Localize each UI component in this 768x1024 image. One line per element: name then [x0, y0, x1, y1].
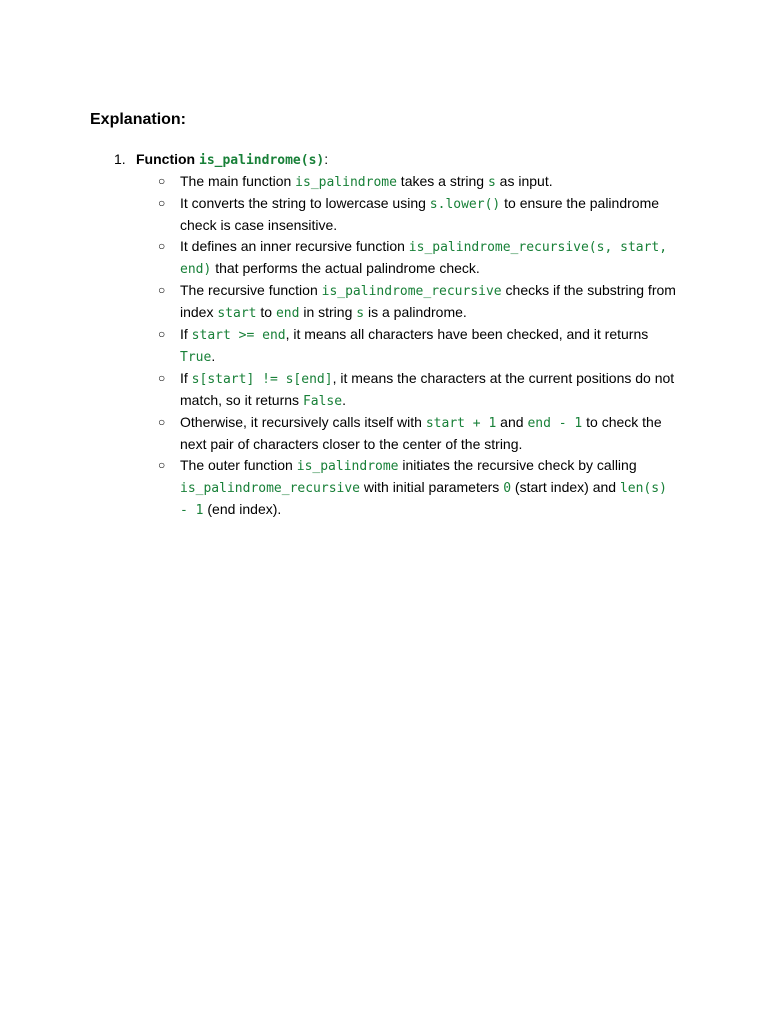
inline-code: start — [217, 306, 257, 321]
bullet-circle-icon: ○ — [158, 174, 166, 188]
inline-code: s.lower() — [429, 197, 501, 212]
bullet-circle-icon: ○ — [158, 327, 166, 341]
inline-code: s — [487, 175, 496, 190]
inline-code: start >= end — [191, 328, 286, 343]
list-item-function — [114, 149, 694, 521]
inline-code: is_palindrome_recursive — [321, 284, 502, 299]
bullet-circle-icon: ○ — [158, 458, 166, 472]
inline-code: is_palindrome_recursive — [180, 481, 361, 496]
item-title-suffix: : — [324, 151, 329, 167]
bullet-text: It defines an inner recursive function — [180, 238, 409, 254]
bullet-item — [158, 171, 678, 193]
bullet-circle-icon: ○ — [158, 371, 166, 385]
bullet-text: is a palindrome. — [364, 304, 467, 320]
bullet-text: If — [180, 370, 192, 386]
bullet-item — [158, 368, 678, 412]
inline-code: start + 1 — [425, 416, 497, 431]
bullet-item — [158, 280, 678, 324]
bullet-circle-icon: ○ — [158, 239, 166, 253]
bullet-text: to ensure the palindrome check is case insensitive. — [180, 195, 660, 233]
item-title: Function — [136, 151, 199, 167]
bullet-item — [158, 324, 678, 368]
bullet-text: initiates the recursive check by calling — [398, 457, 637, 473]
bullet-item — [158, 455, 678, 521]
bullet-text: (end index). — [203, 501, 282, 517]
bullet-text: that performs the actual palindrome check. — [211, 260, 480, 276]
bullet-text: and — [496, 414, 528, 430]
bullet-circle-icon: ○ — [158, 415, 166, 429]
bullet-item — [158, 236, 678, 280]
bullet-text: , it means all characters have been checked, and it returns — [285, 326, 649, 342]
bullet-text: The main function — [180, 173, 296, 189]
bullet-text: in string — [299, 304, 357, 320]
bullet-text: The recursive function — [180, 282, 322, 298]
bullet-text: (start index) and — [511, 479, 620, 495]
bullet-text: Otherwise, it recursively calls itself with — [180, 414, 426, 430]
bullet-item — [158, 412, 678, 455]
inline-code: True — [180, 350, 212, 365]
bullet-text: It converts the string to lowercase using — [180, 195, 430, 211]
inline-code: False — [302, 394, 343, 409]
bullet-text: If — [180, 326, 192, 342]
bullet-text: takes a string — [396, 173, 488, 189]
list-number: 1. — [114, 151, 126, 167]
bullet-circle-icon: ○ — [158, 283, 166, 297]
bullet-text: to check the next pair of characters closer to the center of the string. — [180, 414, 662, 452]
inline-code: s[start] != s[end] — [191, 372, 333, 387]
bullet-text: to — [256, 304, 276, 320]
bullet-item — [158, 193, 678, 236]
bullet-list — [136, 171, 694, 521]
inline-code: is_palindrome_recursive(s, start, end) — [180, 240, 668, 277]
inline-code: is_palindrome — [296, 459, 399, 474]
inline-code: end — [275, 306, 300, 321]
bullet-circle-icon: ○ — [158, 196, 166, 210]
bullet-text: as input. — [495, 173, 553, 189]
numbered-list — [114, 149, 694, 521]
inline-code: 0 — [503, 481, 512, 496]
bullet-text: checks if the substring from index — [180, 282, 676, 320]
bullet-text: with initial parameters — [360, 479, 504, 495]
item-title-code: is_palindrome(s) — [199, 153, 325, 168]
section-heading: Explanation: — [90, 111, 187, 128]
bullet-text: . — [342, 392, 346, 408]
inline-code: is_palindrome — [295, 175, 397, 190]
bullet-text: The outer function — [180, 457, 297, 473]
inline-code: s — [356, 306, 365, 321]
inline-code: len(s) - 1 — [180, 481, 667, 518]
inline-code: end - 1 — [527, 416, 583, 431]
bullet-text: , it means the characters at the current positions do not match, so it returns — [180, 370, 675, 408]
bullet-text: . — [211, 348, 216, 364]
